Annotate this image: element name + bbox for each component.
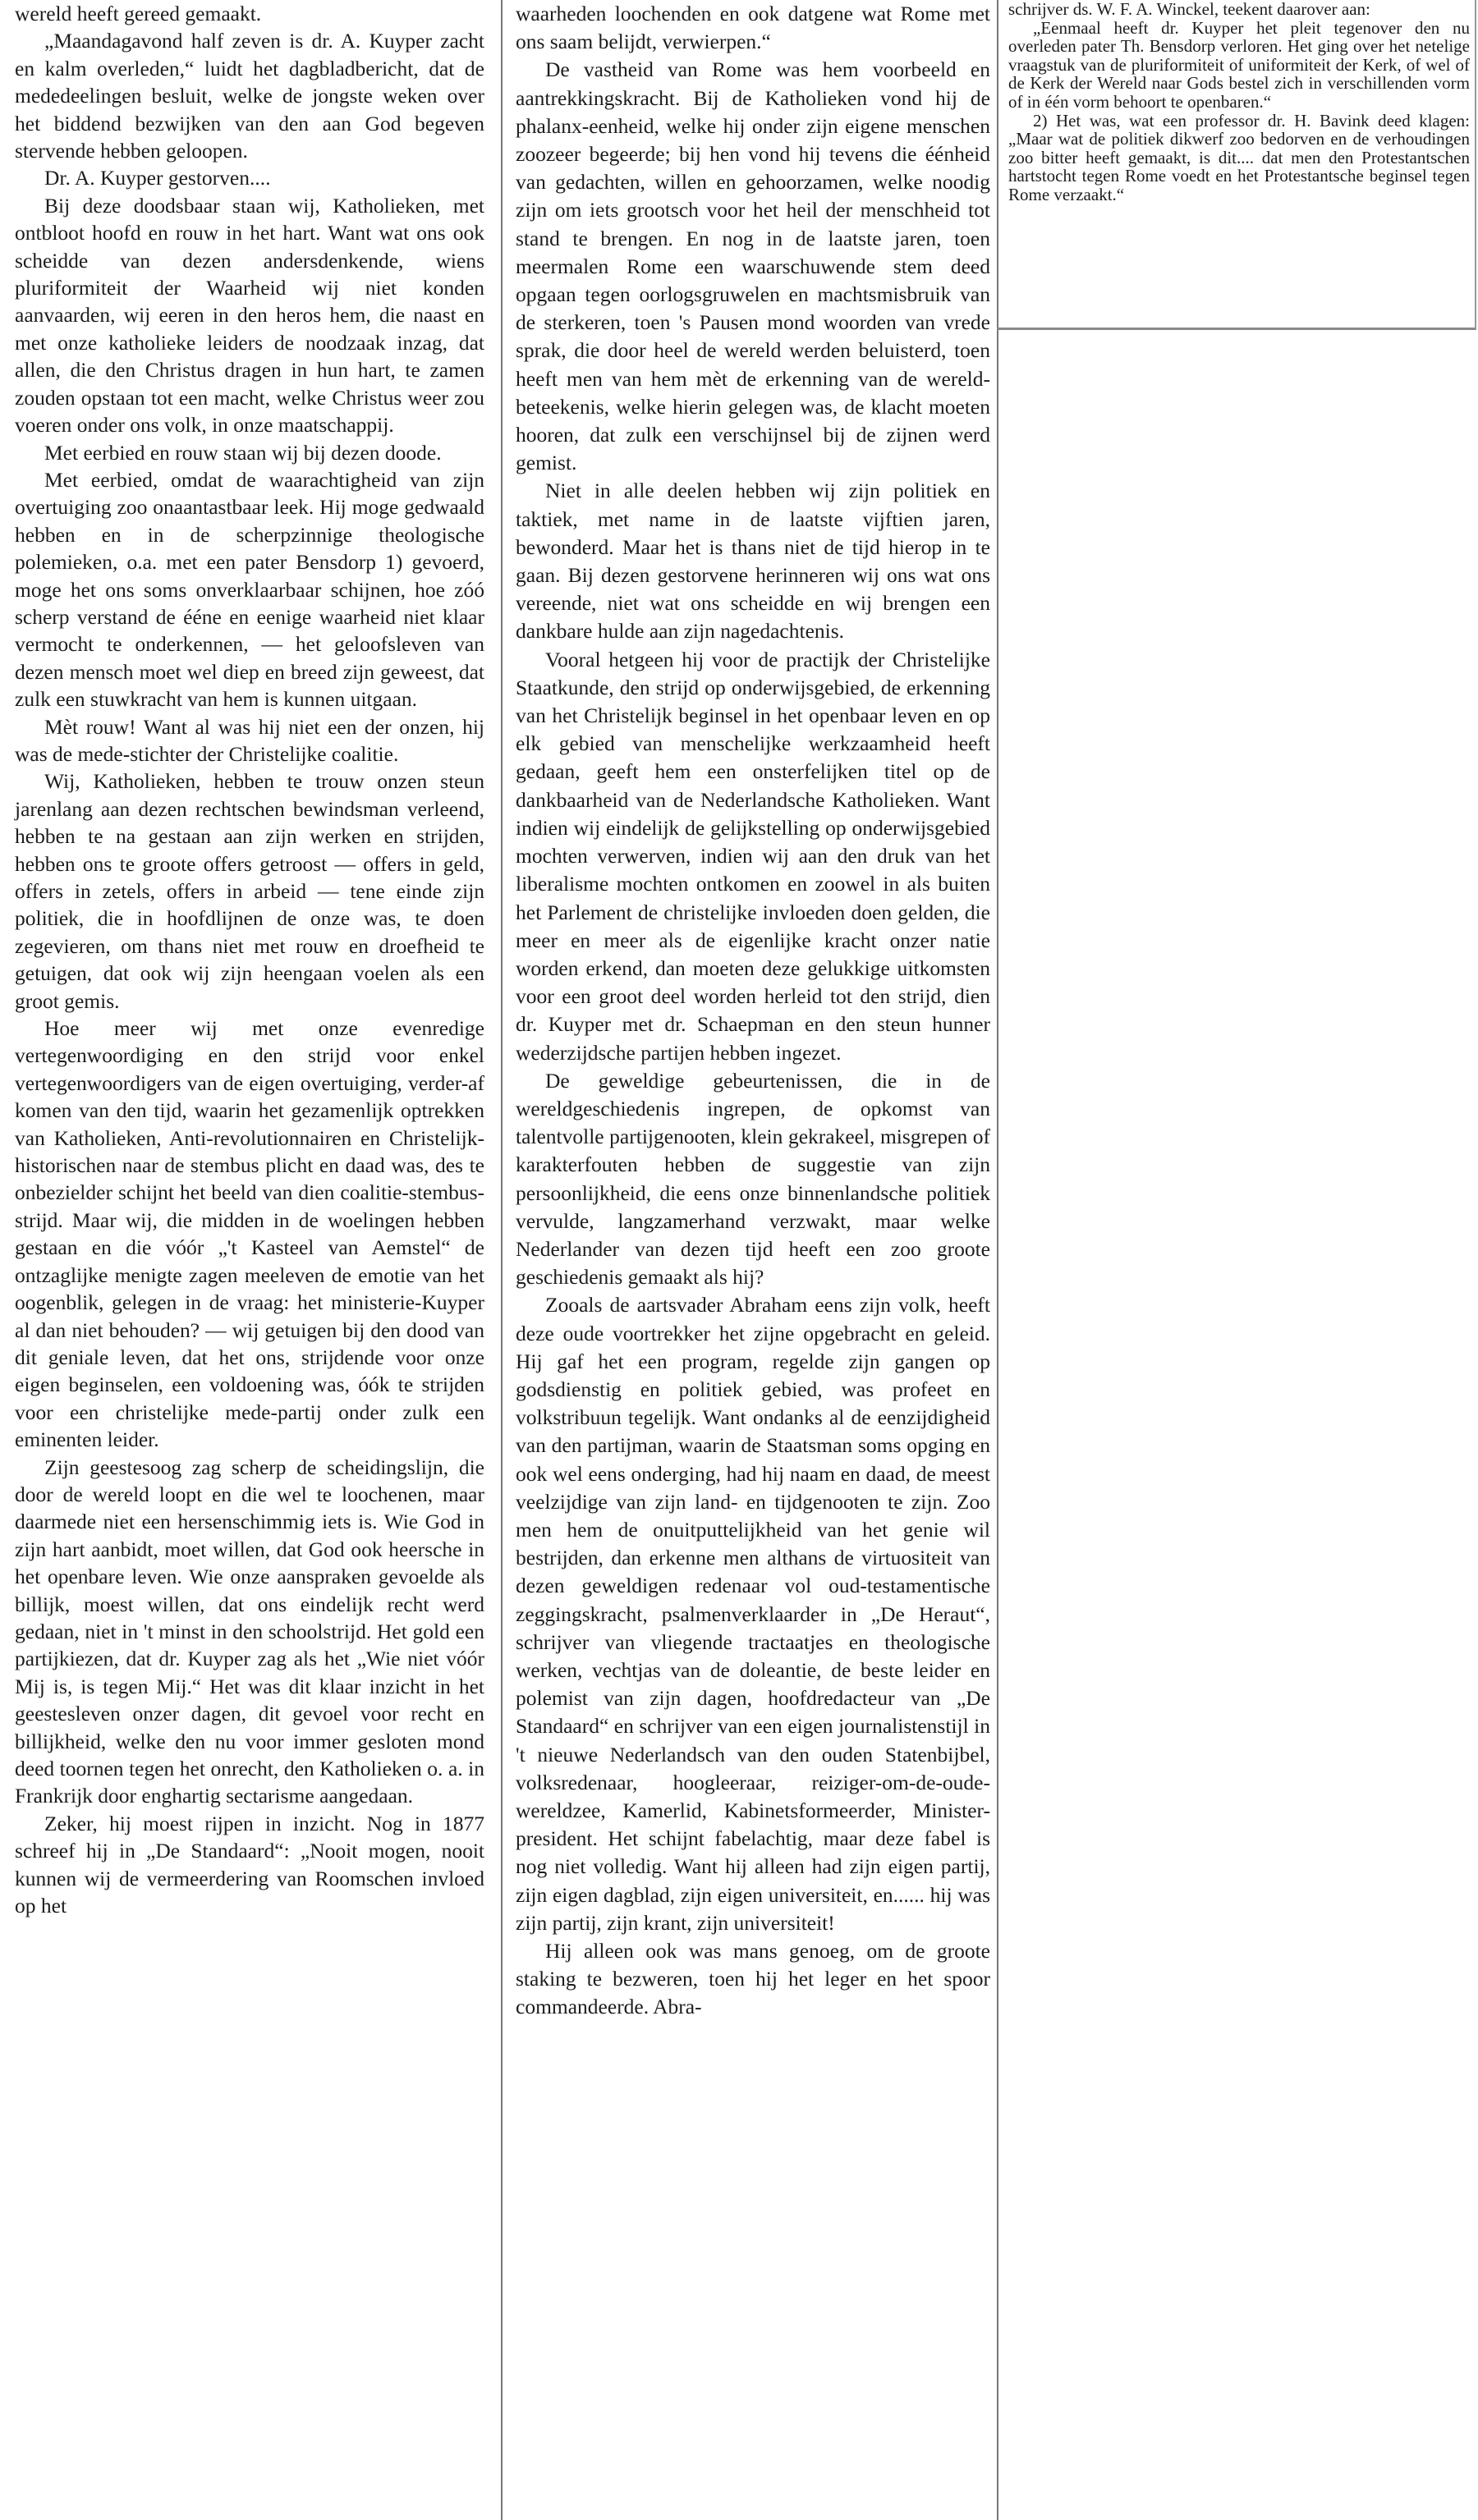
article-column-1 [0, 0, 493, 2520]
footnotes-column [998, 0, 1478, 337]
paragraph: Met eerbied en rouw staan wij bij dezen doode. [44, 440, 442, 465]
paragraph: wereld heeft gereed gemaakt. [15, 2, 262, 25]
footnote-paragraph: schrijver ds. W. F. A. Winckel, teekent daarover aan: [1008, 0, 1370, 19]
paragraph: Zooals de aartsvader Abraham eens zijn volk, heeft deze oude voortrekker het zijne opgebracht en geleid. Hij gaf het een program, regelde zijn gangen op godsdienstig en politiek gebied, was profeet en volkstribuun tegelijk. Want ondanks al de eenzijdigheid van den partijman, waarin de Staatsman soms opging en ook wel eens onderging, had hij naam en daad, de meest veelzijdige van zijn land- en tijdgenooten te zijn. Zoo men hem de onuitputtelijkheid van het genie wil bestrijden, dan erkenne men althans de virtuositeit van dezen geweldigen redenaar vol oud-testamentische zeggingskracht, psalmenverklaarder in „De Heraut“, schrijver van vliegende tractaatjes en theologische werken, vechtjas van de doleantie, de beste leider en polemist van zijn dagen, hoofdredacteur van „De Standaard“ en schrijver van een eigen journalistenstijl in 't nieuwe Nederlandsch van den ouden Statenbijbel, volksredenaar, hoogleeraar, reiziger-om-de-oude-wereldzee, Kamerlid, Kabinetsformeerder, Minister-president. Het schijnt fabelachtig, maar deze fabel is nog niet volledig. Want hij alleen had zijn eigen partij, zijn eigen dagblad, zijn eigen universiteit, en...... hij was zijn partij, zijn krant, zijn universiteit! [516, 1293, 990, 1935]
footnote-paragraph: 2) Het was, wat een professor dr. H. Bavink deed klagen: „Maar wat de politiek dikwerf zoo bedorven en de verhoudingen zoo bitter heeft gemaakt, is dit.... dat men den Protestantschen hartstocht tegen Rome voedt en het Protestantsche beginsel tegen Rome verzaakt.“ [1008, 110, 1470, 204]
article-column-2 [507, 0, 1000, 2520]
paragraph: Bij deze doodsbaar staan wij, Katholieken, met ontbloot hoofd en rouw in het hart. Want wat ons ook scheidde van dezen andersdenkende, wiens pluriformiteit der Waarheid wij niet konden aanvaarden, wij eeren in den heros hem, die naast en met onze katholieke leiders de noodzaak inzag, dat allen, die den Christus dragen in hun hart, te zamen zouden opstaan tot een macht, welke Christus weer zou voeren onder ons volk, in onze maatschappij. [15, 193, 484, 438]
paragraph: waarheden loochenden en ook datgene wat Rome met ons saam belijdt, verwierpen.“ [516, 2, 990, 54]
paragraph: Wij, Katholieken, hebben te trouw onzen steun jarenlang aan dezen rechtschen bewindsman verleend, hebben te na gestaan aan zijn werken en strijden, hebben ons te groote offers getroost — offers in geld, offers in zetels, offers in arbeid — tene einde zijn politiek, die in hoofdlijnen de onze was, te doen zegevieren, om thans niet met rouw en droefheid te getuigen, dat ook wij zijn heengaan voelen als een groot gemis. [15, 769, 484, 1013]
paragraph: Zeker, hij moest rijpen in inzicht. Nog in 1877 schreef hij in „De Standaard“: „Nooit mogen, nooit kunnen wij de vermeerdering van Roomschen invloed op het [15, 1811, 484, 1918]
paragraph: Hoe meer wij met onze evenredige vertegenwoordiging en den strijd voor enkel vertegenwoordigers van de eigen overtuiging, verder-af komen van den tijd, waarin het gezamenlijk optrekken van Katholieken, Anti-revolutionnairen en Christelijk-historischen naar de stembus plicht en daad was, des te onbezielder schijnt het beeld van dien coalitie-stembus-strijd. Maar wij, die midden in de woelingen hebben gestaan en die vóór „'t Kasteel van Aemstel“ de ontzaglijke menigte zagen meeleven de emotie van het oogenblik, gelegen in de vraag: het ministerie-Kuyper al dan niet behouden? — wij getuigen bij den dood van dit geniale leven, dat het ons, strijdende voor onze eigen beginselen, een voldoening was, óók te strijden voor een christelijke mede-partij onder zulk een eminenten leider. [15, 1016, 484, 1452]
footnote-paragraph: „Eenmaal heeft dr. Kuyper het pleit tegenover den nu overleden pater Th. Bensdorp verloren. Het ging over het netelige vraagstuk van de pluriformiteit of uniformiteit der Kerk, of wel of de Kerk der Wereld naar Gods bestel zich in verschillenden vorm of in één vorm behoort te openbaren.“ [1008, 17, 1470, 112]
paragraph: Hij alleen ook was mans genoeg, om de groote staking te bezweren, toen hij het leger en het spoor commandeerde. Abra- [516, 1939, 990, 2019]
paragraph: De geweldige gebeurtenissen, die in de wereldgeschiedenis ingrepen, de opkomst van talentvolle partijgenooten, klein gekrakeel, misgrepen of karakterfouten hebben de suggestie van zijn persoonlijkheid, die eens onze binnenlandsche politiek vervulde, langzamerhand verzwakt, maar welke Nederlander van dezen tijd heeft een zoo groote geschiedenis gemaakt als hij? [516, 1068, 990, 1290]
paragraph: Niet in alle deelen hebben wij zijn politiek en taktiek, met name in de laatste vijftien jaren, bewonderd. Maar het is thans niet de tijd hierop in te gaan. Bij dezen gestorvene herinneren wij ons wat ons vereende, niet wat ons scheidde en wij brengen een dankbare hulde aan zijn nagedachtenis. [516, 479, 990, 644]
column-divider [501, 0, 503, 2520]
paragraph: Met eerbied, omdat de waarachtigheid van zijn overtuiging zoo onaantastbaar leek. Hij moge gedwaald hebben en in de scherpzinnige theologische polemieken, o.a. met een pater Bensdorp 1) gevoerd, moge het ons soms onverklaarbaar schijnen, hoe zóó scherp verstand de ééne en eenige waarheid niet klaar vermocht te onderkennen, — het geloofsleven van dezen mensch moet wel diep en breed zijn geweest, dat zulk een stuwkracht van hem is kunnen uitgaan. [15, 467, 484, 712]
paragraph: Vooral hetgeen hij voor de practijk der Christelijke Staatkunde, den strijd op onderwijsgebied, de erkenning van het Christelijk beginsel in het openbaar leven en op elk gebied van menschelijke werkzaamheid heeft gedaan, geeft hem een onsterfelijken titel op de dankbaarheid van de Nederlandsche Katholieken. Want indien wij eindelijk de gelijkstelling op onderwijsgebied mochten verwerven, indien wij aan den druk van het liberalisme mochten ontkomen en zoowel in als buiten het Parlement de christelijke invloeden doen gelden, die meer en meer als de eigenlijke kracht onzer natie worden erkend, dan moeten deze gelukkige uitkomsten voor een groot deel worden herleid tot den strijd, dien dr. Kuyper met dr. Schaepman en den steun hunner wederzijdsche partijen hebben ingezet. [516, 647, 990, 1065]
paragraph: „Maandagavond half zeven is dr. A. Kuyper zacht en kalm overleden,“ luidt het dagbladbericht, dat de mededeelingen besluit, welke de jongste weken over het biddend bezwijken van den aan God begeven stervende hebben geloopen. [15, 29, 484, 163]
paragraph: Zijn geestesoog zag scherp de scheidingslijn, die door de wereld loopt en die wel te loochenen, maar daarmede niet een hersenschimmig iets is. Wie God in zijn hart aanbidt, moet willen, dat God ook heersche in het openbare leven. Wie onze aanspraken gevoelde als billijk, moest willen, dat ons eindelijk recht werd gedaan, niet in 't minst in den schoolstrijd. Het gold een partijkiezen, dat dr. Kuyper zag als het „Wie niet vóór Mij is, is tegen Mij.“ Het was dit klaar inzicht in het geestesleven onzer dagen, dit gevoel voor recht en billijkheid, welke den nu voor immer gesloten mond deed toornen tegen het onrecht, den Katholieken o. a. in Frankrijk door enghartig sectarisme aangedaan. [15, 1455, 484, 1808]
paragraph: Dr. A. Kuyper gestorven.... [44, 166, 271, 190]
paragraph: Mèt rouw! Want al was hij niet een der onzen, hij was de mede-stichter der Christelijke coalitie. [15, 714, 484, 766]
paragraph: De vastheid van Rome was hem voorbeeld en aantrekkingskracht. Bij de Katholieken vond hij de phalanx-eenheid, welke hij onder zijn eigene menschen zoozeer begeerde; bij hen vond hij tevens die éénheid van gedachten, willen en gehoorzamen, welke noodig zijn om iets grootsch voor het heil der menschheid tot stand te brengen. En nog in de laatste jaren, toen meermalen Rome een waarschuwende stem deed opgaan tegen oorlogsgruwelen en machtsmisbruik van de sterkeren, toen 's Pausen mond woorden van vrede sprak, die door heel de wereld werden beluisterd, toen heeft men van hem mèt de erkenning van de wereld-beteekenis, welke hierin gelegen was, de klacht moeten hooren, dat zulk een verschijnsel bij de zijnen werd gemist. [516, 57, 990, 475]
